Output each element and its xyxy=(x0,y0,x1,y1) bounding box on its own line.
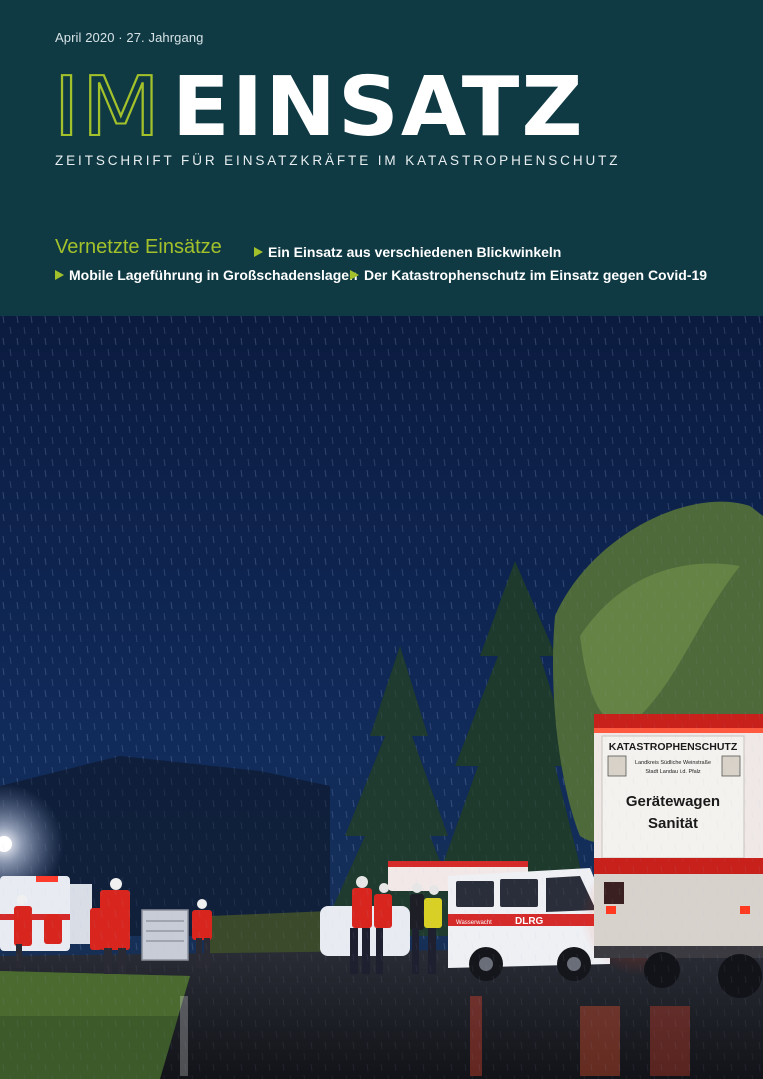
teaser-2 xyxy=(55,267,358,283)
triangle-bullet-icon xyxy=(55,270,64,280)
issue-line: April 2020 · 27. Jahrgang xyxy=(55,30,204,45)
cover-photo xyxy=(0,316,763,1079)
cover-headline: Vernetzte Einsätze xyxy=(55,236,222,258)
teaser-3 xyxy=(350,267,707,283)
teaser-3-text: Der Katastrophenschutz im Einsatz gegen Covid-19 xyxy=(364,267,708,283)
logo-im: IM xyxy=(53,60,162,155)
magazine-logo xyxy=(53,60,585,155)
masthead xyxy=(0,0,763,316)
logo-einsatz: EINSATZ xyxy=(171,60,585,155)
triangle-bullet-icon xyxy=(350,270,359,280)
magazine-tagline: ZEITSCHRIFT FÜR EINSATZKRÄFTE IM KATASTROPHENSCHUTZ xyxy=(55,153,621,168)
teaser-2-text: Mobile Lageführung in Großschadenslagen xyxy=(69,267,358,283)
teaser-1 xyxy=(254,244,561,260)
teaser-1-text: Ein Einsatz aus verschiedenen Blickwinkeln xyxy=(268,244,562,260)
triangle-bullet-icon xyxy=(254,247,263,257)
